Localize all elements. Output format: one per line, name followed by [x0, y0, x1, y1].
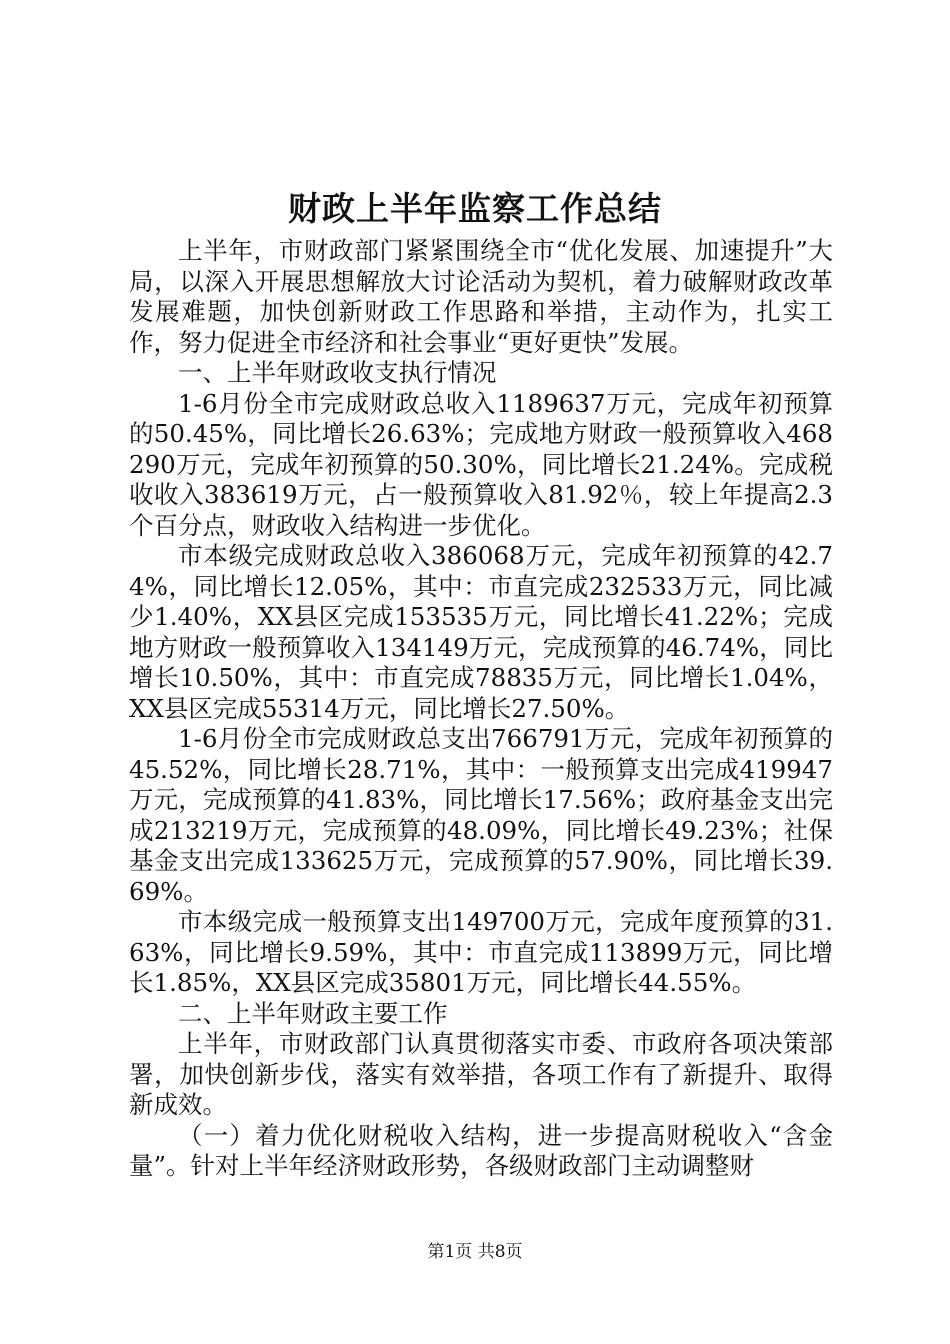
city-expenditure-paragraph: 市本级完成一般预算支出149700万元，完成年度预算的31.63%，同比增长9.59%，其中：市直完成113899万元，同比增长1.85%，XX县区完成35801万元，同比增长44.55%。	[129, 907, 833, 997]
subsection-paragraph: （一）着力优化财税收入结构，进一步提高财税收入“含金量”。针对上半年经济财政形势，各级财政部门主动调整财	[129, 1120, 833, 1180]
document-title: 财政上半年监察工作总结	[288, 189, 662, 228]
document-body	[129, 236, 833, 1182]
page-footer: 第1页 共8页	[427, 1242, 523, 1262]
section-heading-1: 一、上半年财政收支执行情况	[178, 358, 497, 387]
main-work-paragraph: 上半年，市财政部门认真贯彻落实市委、市政府各项决策部署，加快创新步伐，落实有效举措，各项工作有了新提升、取得新成效。	[129, 1029, 833, 1119]
section-heading-2: 二、上半年财政主要工作	[178, 998, 448, 1028]
revenue-paragraph: 1-6月份全市完成财政总收入1189637万元，完成年初预算的50.45%，同比增长26.63%；完成地方财政一般预算收入468290万元，完成年初预算的50.30%，同比增长21.24%。完成税收收入383619万元，占一般预算收入81.92％，较上年提高2.3个百分点，财政收入结构进一步优化。	[129, 388, 833, 540]
expenditure-paragraph: 1-6月份全市完成财政总支出766791万元，完成年初预算的45.52%，同比增长28.71%，其中：一般预算支出完成419947万元，完成预算的41.83%，同比增长17.56%；政府基金支出完成213219万元，完成预算的48.09%，同比增长49.23%；社保基金支出完成133625万元，完成预算的57.90%，同比增长39.69%。	[129, 724, 833, 906]
intro-paragraph: 上半年，市财政部门紧紧围绕全市“优化发展、加速提升”大局，以深入开展思想解放大讨论活动为契机，着力破解财政改革发展难题，加快创新财政工作思路和举措，主动作为，扎实工作，努力促进全市经济和社会事业“更好更快”发展。	[129, 236, 833, 357]
city-revenue-paragraph: 市本级完成财政总收入386068万元，完成年初预算的42.74%，同比增长12.05%，其中：市直完成232533万元，同比减少1.40%，XX县区完成153535万元，同比增长41.22%；完成地方财政一般预算收入134149万元，完成预算的46.74%，同比增长10.50%，其中：市直完成78835万元，同比增长1.04%，XX县区完成55314万元，同比增长27.50%。	[129, 541, 833, 723]
